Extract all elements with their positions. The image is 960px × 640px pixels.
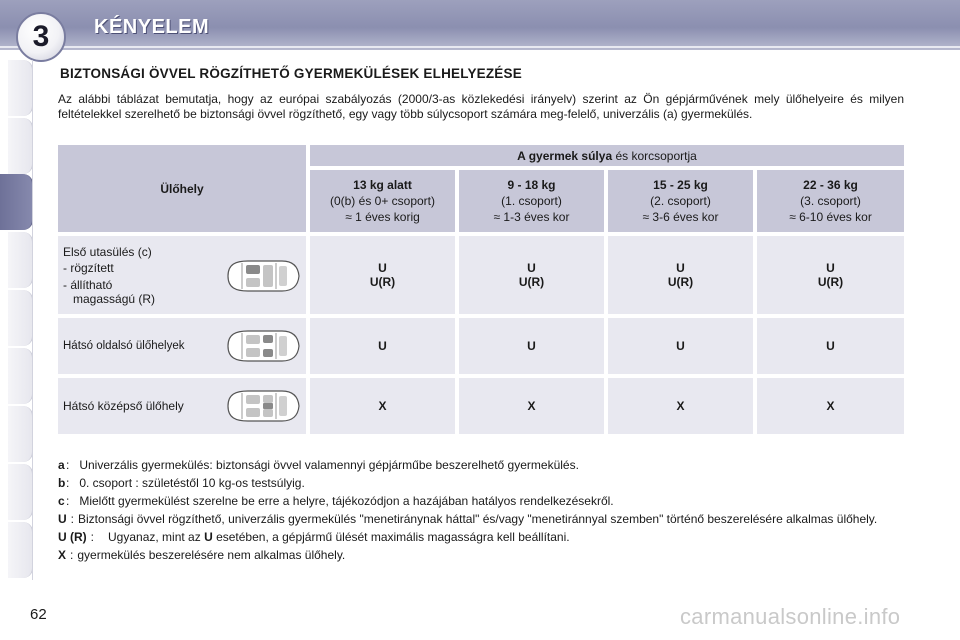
- side-tab-2[interactable]: [8, 118, 33, 174]
- row-label-front-seat: [58, 236, 306, 314]
- group-age: ≈ 6-10 éves kor: [789, 210, 872, 224]
- cell-value: U: [826, 261, 835, 275]
- legend-key: a: [58, 458, 65, 472]
- header-divider: [0, 46, 960, 48]
- legend-text: Mielőtt gyermekülést szerelne be erre a helyre, tájékozódjon a hazájában hatályos rendelkezésekről.: [79, 494, 614, 508]
- group-header-3: [757, 170, 904, 232]
- cell-value: X: [826, 399, 835, 413]
- cell-rear-side-2: [608, 318, 753, 374]
- side-tab-9[interactable]: [8, 522, 33, 578]
- row-label-rear-middle: [58, 378, 306, 434]
- cell-value: X: [676, 399, 685, 413]
- group-header-1: [459, 170, 604, 232]
- legend-text-post: esetében, a gépjármű ülését maximális magasságra kell beállítani.: [212, 530, 570, 544]
- legend-key: U (R): [58, 530, 87, 544]
- row-label-text: Hátsó középső ülőhely: [63, 399, 184, 413]
- legend-item-u: [58, 512, 904, 527]
- cell-value: X: [527, 399, 536, 413]
- legend-sep: :: [66, 476, 70, 490]
- weight-header-rest: és korcsoportja: [612, 148, 697, 163]
- cell-value: U: [527, 339, 536, 353]
- seat-column-header: [58, 145, 306, 232]
- weight-header-bold: A gyermek súlya: [517, 148, 613, 163]
- legend-key: U: [58, 512, 67, 526]
- group-header-2: [608, 170, 753, 232]
- cell-value: U: [378, 261, 387, 275]
- cell-value: U: [527, 261, 536, 275]
- side-tab-8[interactable]: [8, 464, 33, 520]
- group-header-0: [310, 170, 455, 232]
- cell-front-2: [608, 236, 753, 314]
- group-age: ≈ 1-3 éves kor: [493, 210, 570, 224]
- chapter-number-badge: [16, 12, 66, 62]
- group-weight: 15 - 25 kg: [653, 178, 708, 192]
- intro-paragraph: Az alábbi táblázat bemutatja, hogy az európai szabályozás (2000/3-as közlekedési irányelv) szerint az Ön gépjárművének mely ülőhelyeire és milyen feltételekkel szerelhető be biztonsági övvel rögzíthető, egy vagy több súlycsoport számára meg-felelő, univerzális (a) gyermekülés.: [58, 92, 904, 121]
- legend-item-c: [58, 494, 904, 509]
- legend-text: Univerzális gyermekülés: biztonsági övvel valamennyi gépjárműbe beszerelhető gyermekülés.: [79, 458, 579, 472]
- legend-item-a: [58, 458, 904, 473]
- legend-text-pre: Ugyanaz, mint az: [108, 530, 205, 544]
- group-weight: 22 - 36 kg: [803, 178, 858, 192]
- legend-sep: :: [66, 458, 70, 472]
- car-seat-diagram-rear-side-icon: [222, 326, 302, 366]
- side-tab-1[interactable]: [8, 60, 33, 116]
- legend-key: X: [58, 548, 67, 562]
- cell-value: X: [378, 399, 387, 413]
- cell-front-0: [310, 236, 455, 314]
- page-number: 62: [30, 606, 47, 623]
- legend-text: 0. csoport : születéstől 10 kg-os testsúlyig.: [79, 476, 305, 490]
- cell-value: U: [378, 339, 387, 353]
- group-age: ≈ 1 éves korig: [345, 210, 420, 224]
- group-name: (3. csoport): [800, 194, 861, 208]
- legend-item-x: [58, 548, 904, 563]
- side-tab-3-active[interactable]: [0, 174, 33, 230]
- cell-value: U: [826, 339, 835, 353]
- car-seat-diagram-rear-middle-icon: [222, 386, 302, 426]
- side-tab-7[interactable]: [8, 406, 33, 462]
- section-title: BIZTONSÁGI ÖVVEL RÖGZÍTHETŐ GYERMEKÜLÉSEK ELHELYEZÉSE: [60, 66, 522, 81]
- car-seat-diagram-front-icon: [222, 256, 302, 296]
- group-weight: 9 - 18 kg: [507, 178, 556, 192]
- legend-key: b: [58, 476, 66, 490]
- side-divider: [32, 60, 33, 580]
- group-name: (2. csoport): [650, 194, 711, 208]
- cell-value: U(R): [369, 275, 396, 289]
- legend: [58, 458, 904, 566]
- cell-value: U(R): [518, 275, 545, 289]
- cell-value: U: [676, 261, 685, 275]
- cell-rear-middle-0: [310, 378, 455, 434]
- legend-text: Biztonsági övvel rögzíthető, univerzális gyermekülés "menetiránynak háttal" és/vagy "menetiránnyal szemben" történő beszerelésére alkalmas ülőhely.: [78, 512, 878, 526]
- cell-value: U(R): [667, 275, 694, 289]
- cell-rear-middle-1: [459, 378, 604, 434]
- group-weight: 13 kg alatt: [353, 178, 412, 192]
- side-tab-4[interactable]: [8, 232, 33, 288]
- side-tab-5[interactable]: [8, 290, 33, 346]
- watermark: carmanualsonline.info: [680, 604, 901, 629]
- legend-sep: :: [70, 548, 74, 562]
- group-age: ≈ 3-6 éves kor: [642, 210, 719, 224]
- seat-header-label: Ülőhely: [160, 181, 204, 196]
- row-label-line: magasságú (R): [73, 292, 156, 306]
- cell-rear-side-0: [310, 318, 455, 374]
- cell-value: U(R): [817, 275, 844, 289]
- legend-text-bold: U: [204, 530, 213, 544]
- legend-sep: :: [90, 530, 95, 544]
- cell-rear-middle-2: [608, 378, 753, 434]
- chapter-side-tabs: [0, 60, 34, 580]
- group-name: (1. csoport): [501, 194, 562, 208]
- side-tab-6[interactable]: [8, 348, 33, 404]
- group-name: (0(b) és 0+ csoport): [329, 194, 436, 208]
- chapter-number: 3: [32, 20, 50, 53]
- weight-header: [310, 145, 904, 166]
- cell-rear-side-1: [459, 318, 604, 374]
- legend-text: gyermekülés beszerelésére nem alkalmas ülőhely.: [77, 548, 346, 562]
- cell-front-3: [757, 236, 904, 314]
- row-label-text: Hátsó oldalsó ülőhelyek: [63, 340, 185, 352]
- row-label-line: - állítható: [63, 278, 113, 292]
- chapter-title: KÉNYELEM: [94, 16, 210, 38]
- cell-rear-side-3: [757, 318, 904, 374]
- legend-sep: :: [66, 494, 70, 508]
- legend-key: c: [58, 494, 65, 508]
- legend-sep: :: [70, 512, 75, 526]
- row-label-line: Első utasülés (c): [63, 245, 152, 259]
- cell-value: U: [676, 339, 685, 353]
- row-label-line: - rögzített: [63, 261, 114, 275]
- legend-item-b: [58, 476, 904, 491]
- row-label-rear-side: [58, 318, 306, 374]
- cell-rear-middle-3: [757, 378, 904, 434]
- cell-front-1: [459, 236, 604, 314]
- legend-text: [98, 530, 904, 545]
- legend-item-ur: [58, 530, 904, 545]
